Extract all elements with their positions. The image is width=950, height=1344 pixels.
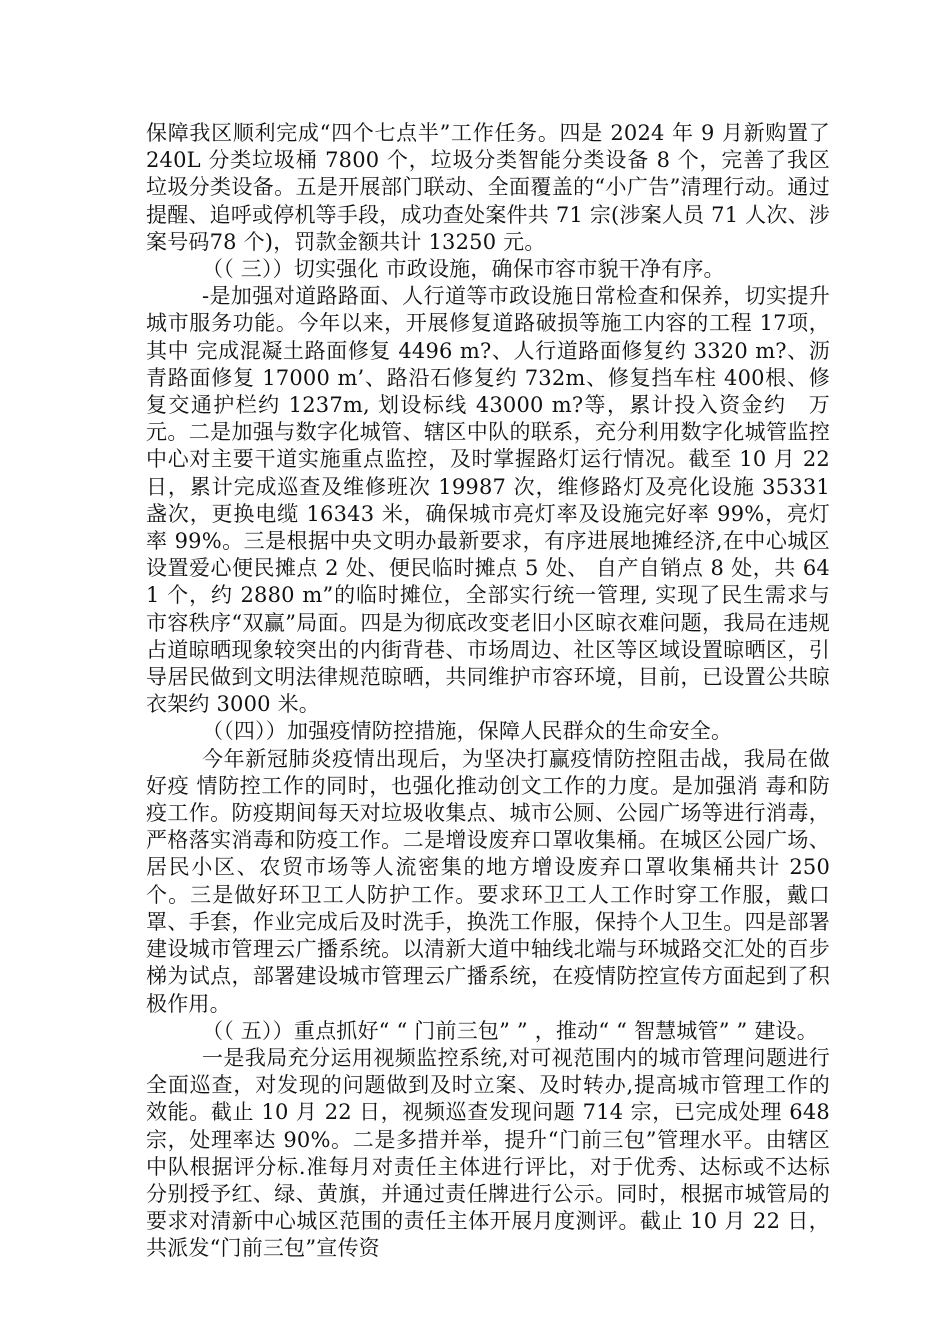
paragraph-sanitation-continued: 保障我区顺利完成“四个七点半”工作任务。四是 2024 年 9 月新购置了 240L 分类垃圾桶 7800 个，垃圾分类智能分类设备 8 个，完善了我区垃圾分类设备。五是开展部门联动、全面覆盖的“小广告”清理行动。通过提醒、追呼或停机等手段，成功查处案件共 71 宗(涉案人员 71 人次、涉案号码78 个)，罚款金额共计 13250 元。 <box>146 121 830 254</box>
document-body <box>146 120 830 1263</box>
section-heading-epidemic-prevention: （（四））加强疫情防控措施，保障人民群众的生命安全。 <box>202 719 733 744</box>
section-heading-municipal-facilities: （（ 三））切实强化 市政设施，确保市容市貌干净有序。 <box>202 257 725 282</box>
section-heading-smart-city-management: （（ 五））重点抓好“ “ 门前三包” ” ，推动“ “ 智慧城管” ” 建设。 <box>202 1018 818 1043</box>
paragraph-municipal-facilities: -是加强对道路路面、人行道等市政设施日常检查和保养，切实提升城市服务功能。今年以来，开展修复道路破损等施工内容的工程 17项，其中 完成混凝土路面修复 4496 m?、人行道路面修复约 3320 m?、沥青路面修复 17000 m’、路沿石修复约 732m、修复挡车柱 400根、修复交通护栏约 1237m, 划设标线 43000 m?等，累计投入资金约 万元。二是加强与数字化城管、辖区中队的联系，充分利用数字化城管监控中心对主要干道实施重点监控，及时掌握路灯运行情况。截至 10 月 22 日，累计完成巡查及维修班次 19987 次，维修路灯及亮化设施 35331 盏次，更换电缆 16343 米，确保城市亮灯率及设施完好率 99%，亮灯率 99%。三是根据中央文明办最新要求，有序进展地摊经济,在中心城区设置爱心便民摊点 2 处、便民临时摊点 5 处、 自产自销点 8 处，共 641 个，约 2880 m”的临时摊位，全部实行统一管理, 实现了民生需求与市容秩序“双赢”局面。四是为彻底改变老旧小区晾衣难问题，我局在违规占道晾晒现象较突出的内街背巷、市场周边、社区等区域设置晾晒区，引导居民做到文明法律规范晾晒，共同维护市容环境，目前，已设置公共晾衣架约 3000 米。 <box>146 284 830 717</box>
paragraph-smart-city-management: 一是我局充分运用视频监控系统,对可视范围内的城市管理问题进行全面巡查，对发现的问题做到及时立案、及时转办,提高城市管理工作的效能。截止 10 月 22 日，视频巡查发现问题 714 宗，已完成处理 648 宗，处理率达 90%。二是多措并举，提升“门前三包”管理水平。由辖区中队根据评分标.准每月对责任主体进行评比，对于优秀、达标或不达标分别授予红、绿、黄旗，并通过责任牌进行公示。同时，根据市城管局的要求对清新中心城区范围的责任主体开展月度测评。截止 10 月 22 日，共派发“门前三包”宣传资 <box>146 1045 830 1261</box>
paragraph-epidemic-prevention: 今年新冠肺炎疫情出现后，为坚决打赢疫情防控阻击战，我局在做好疫 情防控工作的同时，也强化推动创文工作的力度。是加强消 毒和防疫工作。防疫期间每天对垃圾收集点、城市公厕、公园广场等进行消毒，严格落实消毒和防疫工作。二是增设废弃口罩收集桶。在城区公园广场、居民小区、农贸市场等人流密集的地方增设废弃口罩收集桶共计 250 个。三是做好环卫工人防护工作。要求环卫工人工作时穿工作服，戴口罩、手套，作业完成后及时洗手，换洗工作服，保持个人卫生。四是部署建设城市管理云广播系统。以清新大道中轴线北端与环城路交汇处的百步梯为试点，部署建设城市管理云广播系统，在疫情防控宣传方面起到了积极作用。 <box>146 746 830 1016</box>
